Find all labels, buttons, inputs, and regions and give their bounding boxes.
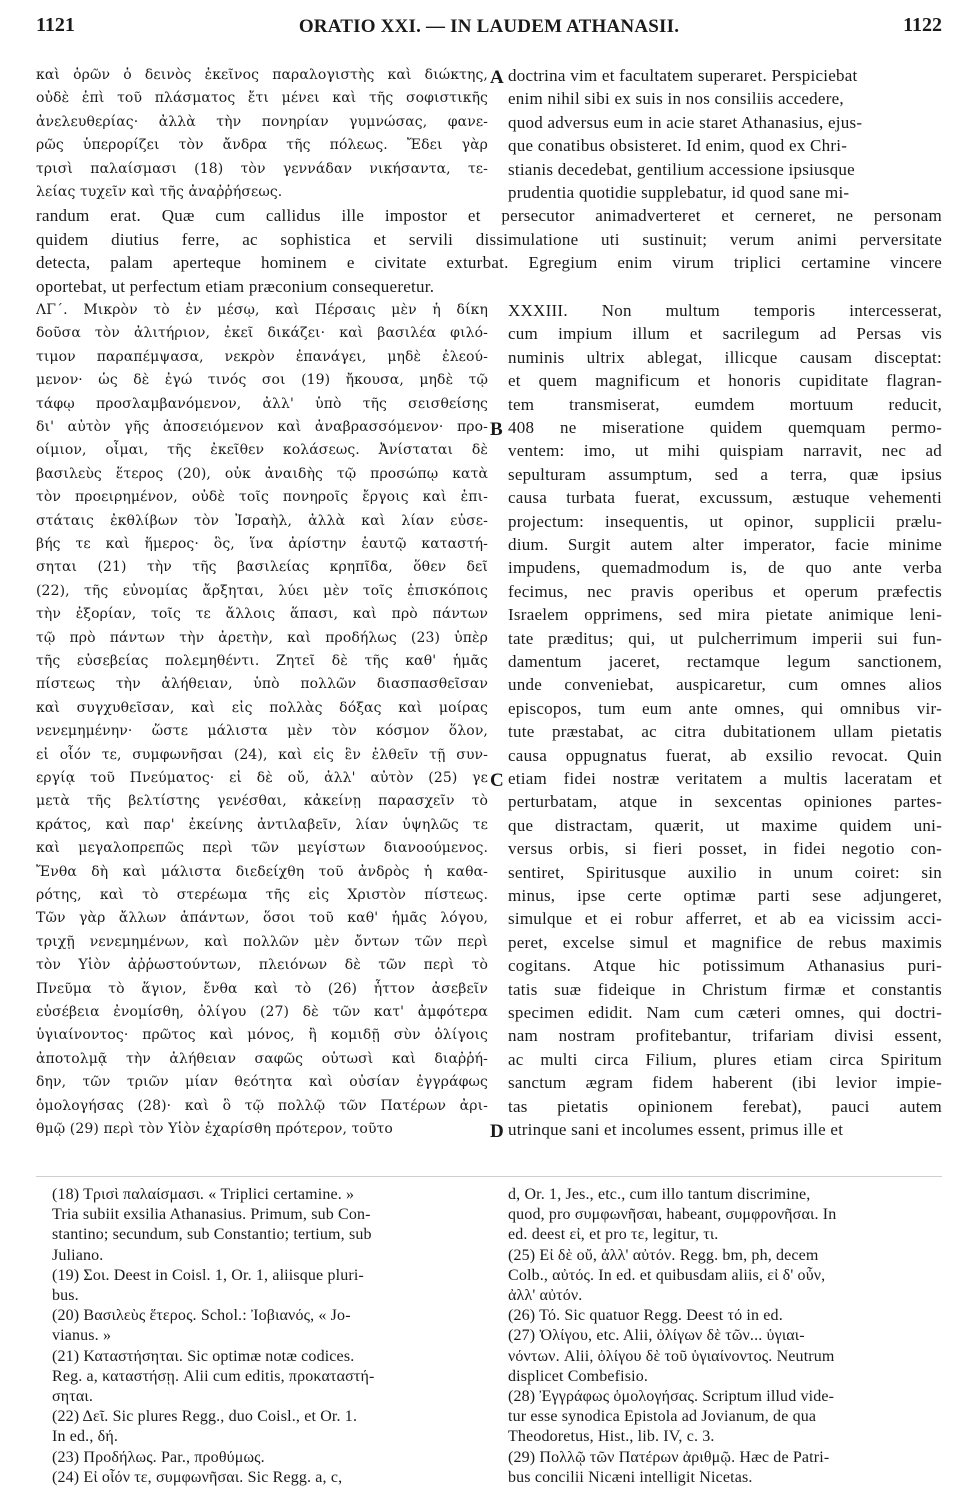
- latin-text-line: etiam fidei nostræ veritatem a multis laceratam et: [508, 769, 942, 788]
- greek-text-line: ὑγιαίνοντος· πρῶτος καὶ μόνος, ἢ κομιδῇ σὺν ὀλίγοις: [36, 1027, 488, 1044]
- latin-text-line: dium. Surgit autem alter imperator, facie minime: [508, 535, 942, 554]
- latin-text-line: utrinque sani et incolumes essent, primus ille et: [508, 1120, 844, 1139]
- footnote-line: ἀλλ' αὐτόν.: [508, 1287, 583, 1304]
- greek-text-line: ἀποτολμᾷ τὴν ἀλήθειαν σαφῶς οὑτωσὶ καὶ διαῤῥή-: [36, 1050, 488, 1067]
- greek-text-line: εὐσέβεια ἐνομίσθη, ὀλίγου (27) δὲ τῶν κατ' ἀμφότερα: [36, 1004, 488, 1020]
- greek-text-line: τάφῳ προσλαμβανόμενον, ἀλλ' ὑπὸ τῆς σεισθείσης: [36, 395, 488, 412]
- latin-text-line: oportebat, ut perfectum etiam præconium consequeretur.: [36, 276, 435, 296]
- footnote-line: quod, pro συμφωνῆσαι, habeant, συμφρονῆσαι. In: [508, 1206, 837, 1224]
- greek-text-line: τριχῇ νενεμημένων, καὶ πολλῶν μὲν ὄντων τῶν περὶ: [36, 933, 488, 950]
- latin-text-line: cum impium illum et sacrilegum ad Persas vis: [508, 324, 942, 344]
- greek-text-line: θμῷ (29) περὶ τὸν Υἱὸν ἐχαρίσθη πρότερον, τοῦτο: [36, 1121, 393, 1137]
- greek-text-line: (22), τῆς εὐνομίας ἄρξηται, λύει μὲν τοῖς ἐπισκόποις: [36, 582, 488, 599]
- latin-text-line: tatis suæ fideique in Christum firmæ et constantis: [508, 979, 942, 999]
- greek-text-line: Πνεῦμα τὸ ἅγιον, ἔνθα καὶ τὸ (26) ἧττον ἀσεβεῖν: [36, 980, 488, 997]
- footnote-line: (19) Σοι. Deest in Coisl. 1, Or. 1, aliisque pluri-: [52, 1266, 364, 1284]
- latin-text-line: doctrina vim et facultatem superaret. Perspiciebat: [508, 66, 858, 85]
- greek-text-line: καὶ συγχυθεῖσαν, καὶ εἰς πολλὰς δόξας καὶ μοίρας: [36, 699, 488, 716]
- footnote-line: σηται.: [52, 1388, 94, 1405]
- footnote-line: Colb., αὐτός. In ed. et quibusdam aliis, εἰ δ' οὖν,: [508, 1266, 826, 1284]
- latin-text-line: causa oppugnatus fuerat, ab exsilio revocat. Quin: [508, 745, 942, 765]
- latin-text-line: Israelem opprimens, sed mira pietate animique leni-: [508, 605, 942, 625]
- latin-text-line: quidem diutius ferre, ac sophistica et servili dissimulatione uti sustinuit; verum animi perversitate: [36, 229, 942, 249]
- footnote-line: tur esse synodica Epistola ad Jovianum, de qua: [508, 1408, 817, 1426]
- latin-text-line: numinis ultrix ablegat, illicque causam disceptat:: [508, 347, 942, 367]
- greek-text-line: εργίᾳ τοῦ Πνεύματος· εἰ δὲ οὔ, ἀλλ' αὐτὸν (25) γε: [36, 770, 488, 786]
- latin-text-line: damentum jaceret, rectamque legum sanctionem,: [508, 652, 942, 671]
- latin-text-line: episcopos, tum eum ante omnes, qui omnibus vir-: [508, 698, 942, 718]
- greek-text-line: ἀνελευθερίας· ἀλλὰ τὴν πονηρίαν γυμνώσας, φανε-: [36, 113, 488, 130]
- latin-text-line: simulque et ei robur afferret, et ab ea vicissim acci-: [508, 909, 942, 929]
- footnote-line: Reg. a, καταστήσῃ. Alii cum editis, προκαταστή-: [52, 1367, 375, 1385]
- latin-text-line: ac multi circa Filium, plures etiam circa Spiritum: [508, 1049, 942, 1069]
- greek-text-line: Ἔνθα δὴ καὶ μάλιστα διεδείχθη τοῦ ἀνδρὸς ἡ καθα-: [36, 863, 488, 880]
- latin-text-line: que distractam, quærit, ut maxime quidem uni-: [508, 815, 942, 835]
- greek-text-line: τὸν Υἱὸν ἀῤῥωστούντων, πλειόνων δὲ τῶν περὶ τὸ: [36, 957, 488, 974]
- footnote-line: (20) Βασιλεὺς ἕτερος. Schol.: Ἰοβιανός, « Jo-: [52, 1307, 351, 1325]
- margin-marker: B: [490, 419, 503, 440]
- footnote-line: (24) Εἰ οἷόν τε, συμφωνῆσαι. Sic Regg. a, c,: [52, 1468, 343, 1486]
- footnote-line: bus concilii Nicæni intelligit Nicetas.: [508, 1468, 753, 1486]
- left-page-number: 1121: [36, 14, 75, 36]
- footnote-line: (21) Καταστήσηται. Sic optimæ notæ codices.: [52, 1347, 355, 1365]
- latin-text-line: versus orbis, si fieri posset, in fidei negotio con-: [508, 839, 942, 859]
- margin-marker: A: [490, 67, 504, 88]
- latin-text-line: quod adversus eum in acie staret Athanasius, ejus-: [508, 112, 863, 132]
- greek-text-line: εἰ οἷόν τε, συμφωνῆσαι (24), καὶ εἰς ἓν ἐλθεῖν τῇ συν-: [36, 746, 488, 763]
- footnote-line: Tria subiit exsilia Athanasius. Primum, sub Con-: [52, 1206, 371, 1224]
- latin-text-line: ventem: imo, ut mihi quispiam narravit, nec ad: [508, 441, 942, 461]
- latin-text-line: peret, excelse simul et magnifice de rebus maximis: [508, 932, 942, 952]
- latin-text-line: nam nostram profitebantur, trifariam divisi essent,: [508, 1026, 942, 1046]
- greek-text-line: λείας τυχεῖν καὶ τῆς ἀναῤῥήσεως.: [36, 184, 283, 200]
- footnote-line: bus.: [52, 1287, 79, 1304]
- latin-text-line: detecta, palam aperteque hominem e civitate exturbat. Egregium enim virum triplici certamine vincere: [36, 253, 942, 273]
- footnote-line: νόντων. Alii, ὀλίγου δὲ τοῦ ὑγιαίνοντος. Neutrum: [508, 1347, 835, 1365]
- greek-text-line: μενον· ὡς δὲ ἐγώ τινός σοι (19) ἤκουσα, μηδὲ τῷ: [36, 372, 488, 389]
- footnote-line: Juliano.: [52, 1246, 104, 1264]
- greek-text-line: καὶ μεγαλοπρεπῶς περὶ τῶν μεγίστων διανοούμενος.: [36, 840, 488, 857]
- latin-text-line: tas pietatis opinionem ferebat), pauci autem: [508, 1096, 942, 1116]
- footnote-line: d, Or. 1, Jes., etc., cum illo tantum discrimine,: [508, 1186, 811, 1203]
- footnote-line: (29) Πολλῷ τῶν Πατέρων ἀριθμῷ. Hæc de Patri-: [508, 1448, 830, 1466]
- greek-text-line: βασιλεὺς ἕτερος (20), οὐκ ἀναιδὴς τῷ προσώπῳ κατὰ: [36, 465, 488, 482]
- footnote-line: vianus. »: [52, 1327, 112, 1345]
- greek-text-line: τὴν ἐξορίαν, τοῖς τε ἄλλοις ἅπασι, καὶ πρὸ πάντων: [36, 606, 488, 623]
- greek-text-line: καὶ ὁρῶν ὁ δεινὸς ἐκεῖνος παραλογιστὴς καὶ διώκτης,: [36, 67, 488, 83]
- greek-text-line: δην, τῶν τριῶν μίαν θεότητα καὶ οὐσίαν ἐγγράφως: [36, 1074, 488, 1091]
- latin-text-line: sentiret, Spiritusque auxilio in unum coiret: sin: [508, 862, 942, 882]
- latin-text-line: enim nihil sibi ex suis in nos consiliis accedere,: [508, 89, 844, 109]
- greek-text-line: τῷ πρὸ πάντων τὴν ἀρετὴν, καὶ προδήλως (23) ὑπὲρ: [36, 629, 488, 646]
- greek-text-line: ὁμολογήσας (28)· καὶ ὃ τῷ πολλῷ τῶν Πατέρων ἀρι-: [36, 1097, 488, 1114]
- footnote-line: In ed., δή.: [52, 1428, 118, 1446]
- greek-text-line: στάταις ἐκθλίβων τὸν Ἰσραὴλ, ἀλλὰ καὶ λίαν εὐσε-: [36, 512, 488, 529]
- footnote-line: (26) Τό. Sic quatuor Regg. Deest τό in ed.: [508, 1307, 783, 1325]
- latin-text-line: prudentia quotidie supplebatur, id quod sane mi-: [508, 183, 850, 202]
- latin-text-line: sepulturam assumptum, sed a terra, quæ ipsius: [508, 464, 942, 484]
- latin-text-line: tute præstabat, ac citra dubitationem ullam pietatis: [508, 722, 942, 742]
- footnote-separator: [36, 1176, 942, 1177]
- greek-text-line: βής τε καὶ ἥμερος· ὃς, ἵνα ἀρίστην ἑαυτῷ καταστή-: [36, 536, 488, 552]
- footnote-line: stantino; secundum, sub Constantio; tertium, sub: [52, 1226, 372, 1244]
- latin-text-line: tate præditus; qui, ut pulcherrimum imperii sui fun-: [508, 628, 942, 648]
- latin-text-line: specimen edidit. Nam cum cæteri omnes, qui doctri-: [508, 1003, 942, 1022]
- latin-text-line: fecimus, nec pravis operibus et operum præfectis: [508, 581, 942, 601]
- footnote-line: ed. deest εἰ, et pro τε, legitur, τι.: [508, 1226, 719, 1244]
- running-header: [36, 12, 942, 48]
- greek-text-line: μετὰ τῆς βελτίστης γενέσθαι, κἀκείνῃ παρασχεῖν τὸ: [36, 793, 488, 810]
- greek-text-line: δι' αὐτὸν γῆς ἀποσειόμενον καὶ ἀναβρασσόμενον· προ-: [36, 419, 488, 435]
- latin-text-line: randum erat. Quæ cum callidus ille impostor et persecutor animadverteret et cerneret, ne personam: [36, 206, 942, 226]
- footnote-line: (27) Ὀλίγου, etc. Alii, ὀλίγων δὲ τῶν... ὑγιαι-: [508, 1327, 805, 1345]
- latin-text-line: impudens, quemadmodum is, de quo ante verba: [508, 558, 942, 578]
- greek-text-line: ρότης, καὶ τὸ στερέωμα τῆς εἰς Χριστὸν πίστεως.: [36, 887, 488, 903]
- latin-text-line: unde conveniebat, auspicaretur, cum omnes alios: [508, 675, 942, 695]
- greek-text-line: Τῶν γὰρ ἄλλων ἁπάντων, ὅσοι τοῦ καθ' ἡμᾶς λόγου,: [36, 910, 488, 927]
- margin-marker: C: [490, 770, 504, 791]
- greek-text-line: κράτος, καὶ παρ' ἐκείνης ἀντιλαβεῖν, λίαν ὑψηλῶς τε: [36, 816, 488, 833]
- footnote-line: (18) Τρισὶ παλαίσμασι. « Triplici certamine. »: [52, 1186, 355, 1203]
- greek-text-line: ρῶς ὑπερορίζει τὸν ἄνδρα τῆς πόλεως. Ἔδει γὰρ: [36, 137, 488, 154]
- latin-text-line: perturbatam, atque in sexcentas opiniones partes-: [508, 792, 942, 812]
- margin-marker: D: [490, 1121, 504, 1142]
- greek-text-line: πίστεως τὴν ἀλήθειαν, ὑπὸ πολλῶν διασπασθεῖσαν: [36, 676, 488, 693]
- footnote-line: displicet Combefisio.: [508, 1367, 649, 1385]
- latin-text-line: projectum: insequentis, ut opinor, supplicii prælu-: [508, 511, 942, 531]
- latin-text-line: 408 ne miseratione quidem quemquam permo-: [508, 418, 942, 437]
- latin-text-line: sanctum ægram fidem haberent (ibi levior impie-: [508, 1073, 942, 1093]
- running-title: ORATIO XXI. — IN LAUDEM ATHANASII.: [298, 16, 680, 37]
- greek-text-line: νενεμημένην· ὥστε μάλιστα μὲν τὸν κόσμον ὅλον,: [36, 723, 488, 740]
- greek-text-line: τὸν προειρημένον, οὐδὲ τοῖς πονηροῖς ἔργοις καὶ ἐπι-: [36, 489, 488, 506]
- greek-text-line: οίμιον, οἶμαι, τῆς ἐκεῖθεν κολάσεως. Ἀνίσταται δὲ: [36, 442, 488, 459]
- greek-text-line: τρισὶ παλαίσμασι (18) τὸν γεννάδαν νικήσαντα, τε-: [36, 160, 488, 177]
- latin-text-line: minus, ipse certe optimæ parti sese adjungeret,: [508, 886, 942, 905]
- latin-text-line: cogitans. Atque hic potissimum Athanasius puri-: [508, 956, 942, 976]
- footnote-line: Theodoretus, Hist., lib. IV, c. 3.: [508, 1428, 715, 1446]
- greek-text-line: οὐδὲ ἐπὶ τοῦ πλάσματος ἔτι μένει καὶ τῆς σοφιστικῆς: [36, 90, 488, 107]
- latin-text-line: que conatibus obsisteret. Id enim, quod ex Chri-: [508, 136, 848, 156]
- latin-text-line: causa turbata fuerat, excussum, æstuque vehementi: [508, 488, 942, 508]
- latin-text-line: XXXIII. Non multum temporis intercesserat,: [508, 301, 942, 320]
- footnote-line: (28) Ἐγγράφως ὁμολογήσας. Scriptum illud vide-: [508, 1388, 835, 1405]
- greek-text-line: τιμον παραπέμψασα, νεκρὸν ἐπανάγει, μηδὲ ἐλεού-: [36, 348, 488, 365]
- footnote-line: (25) Εἰ δὲ οὔ, ἀλλ' αὐτόν. Regg. bm, ph, decem: [508, 1246, 819, 1264]
- latin-text-line: tem transmiserat, eumdem mortuum reducit,: [508, 394, 942, 414]
- latin-text-line: stianis decedebat, gentilium accessione ipsiusque: [508, 159, 855, 179]
- greek-text-line: τῆς εὐσεβείας πολεμηθέντι. Ζητεῖ δὲ τῆς καθ' ἡμᾶς: [36, 653, 488, 669]
- footnote-line: (23) Προδήλως. Par., προθύμως.: [52, 1448, 265, 1466]
- right-page-number: 1122: [903, 14, 942, 36]
- greek-text-line: ΛΓ΄. Μικρὸν τὸ ἐν μέσῳ, καὶ Πέρσαις μὲν ἡ δίκη: [36, 302, 488, 318]
- footnote-line: (22) Δεῖ. Sic plures Regg., duo Coisl., et Or. 1.: [52, 1408, 358, 1426]
- latin-text-line: et quem magnificum et honoris cupiditate flagran-: [508, 371, 942, 391]
- greek-text-line: δοῦσα τὸν ἀλιτήριον, ἐκεῖ δικάζει· καὶ βασιλέα φιλό-: [36, 325, 488, 342]
- greek-text-line: σηται (21) τὴν τῆς βασιλείας κρηπῖδα, ὅθεν δεῖ: [36, 559, 488, 576]
